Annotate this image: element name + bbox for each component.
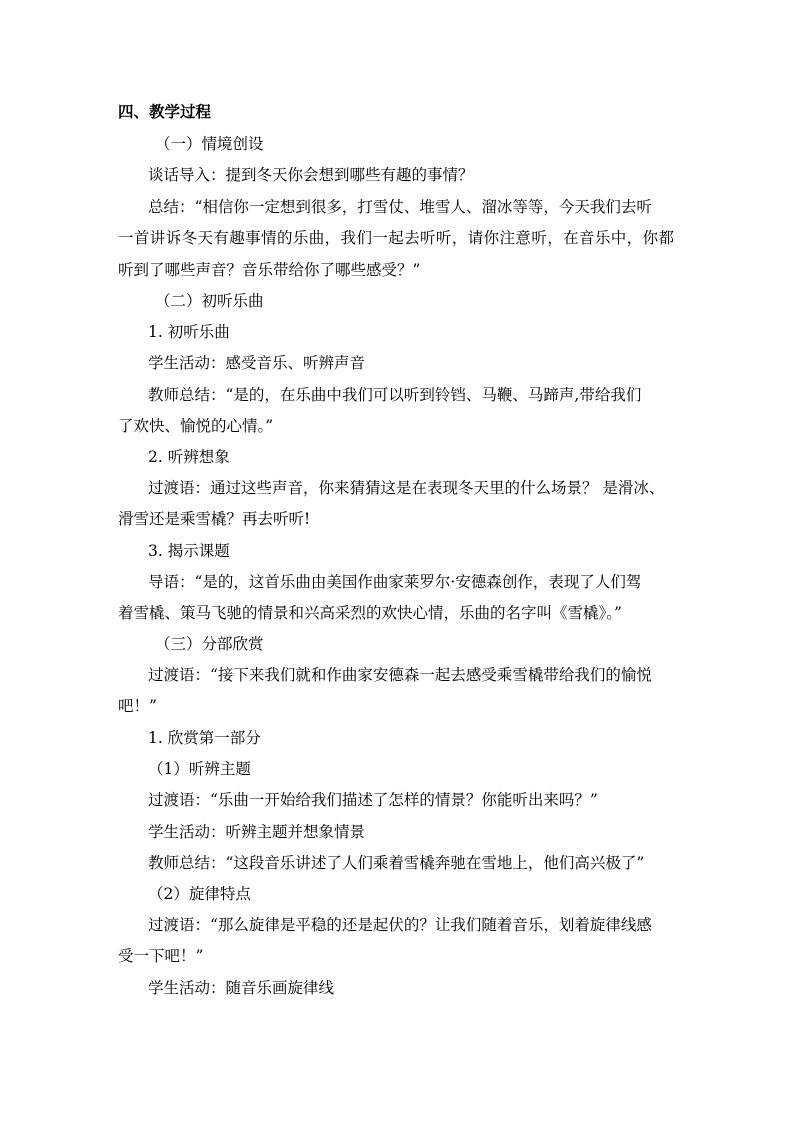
paragraph-line: 过渡语：“接下来我们就和作曲家安德森一起去感受乘雪橇带给我们的愉悦 xyxy=(148,666,652,684)
item-heading: 3. 揭示课题 xyxy=(148,542,230,560)
paragraph-line: 吧！” xyxy=(118,697,157,715)
paragraph-line: 学生活动：随音乐画旋律线 xyxy=(148,979,335,997)
paragraph-line: 滑雪还是乘雪橇？再去听听! xyxy=(118,510,311,528)
section-heading: 四、教学过程 xyxy=(118,102,212,121)
paragraph-line: 学生活动：听辨主题并想象情景 xyxy=(148,823,366,841)
item-heading: 1. 欣赏第一部分 xyxy=(148,729,261,747)
paragraph-line: 过渡语：“那么旋律是平稳的还是起伏的？让我们随着音乐，划着旋律线感 xyxy=(148,916,652,934)
item-heading: 2. 听辨想象 xyxy=(148,448,230,466)
paragraph-line: 过渡语：通过这些声音，你来猜猜这是在表现冬天里的什么场景？ 是滑冰、 xyxy=(148,479,665,497)
paragraph-line: 过渡语：“乐曲一开始给我们描述了怎样的情景？你能听出来吗？” xyxy=(148,791,598,809)
paragraph-line: 着雪橇、策马飞驰的情景和兴高采烈的欢快心情，乐曲的名字叫《雪橇》。” xyxy=(118,604,622,622)
item-heading: 1. 初听乐曲 xyxy=(148,323,230,341)
paragraph-line: 了欢快、愉悦的心情。” xyxy=(118,417,274,435)
subsection-heading: （一）情境创设 xyxy=(155,135,264,153)
paragraph-line: 总结：“相信你一定想到很多，打雪仗、堆雪人、溜冰等等，今天我们去听 xyxy=(148,198,652,216)
paragraph-line: 教师总结：“是的，在乐曲中我们可以听到铃铛、马鞭、马蹄声,带给我们 xyxy=(148,386,642,404)
subsection-heading: （三）分部欣赏 xyxy=(155,635,264,653)
paragraph-line: 听到了哪些声音？音乐带给你了哪些感受？” xyxy=(118,261,421,279)
subsection-heading: （二）初听乐曲 xyxy=(155,292,264,310)
paragraph-line: 教师总结：“这段音乐讲述了人们乘着雪橇奔驰在雪地上，他们高兴极了” xyxy=(148,854,645,872)
item-subheading: （1）听辨主题 xyxy=(148,760,251,778)
paragraph-line: 受一下吧！” xyxy=(118,947,204,965)
paragraph-line: 学生活动：感受音乐、听辨声音 xyxy=(148,354,366,372)
paragraph-line: 导语：“是的，这首乐曲由美国作曲家莱罗尔·安德森创作，表现了人们驾 xyxy=(148,573,642,591)
paragraph-line: 一首讲诉冬天有趣事情的乐曲，我们一起去听听，请你注意听，在音乐中，你都 xyxy=(118,229,674,247)
item-subheading: （2）旋律特点 xyxy=(148,885,251,903)
paragraph-line: 谈话导入：提到冬天你会想到哪些有趣的事情？ xyxy=(148,166,474,184)
